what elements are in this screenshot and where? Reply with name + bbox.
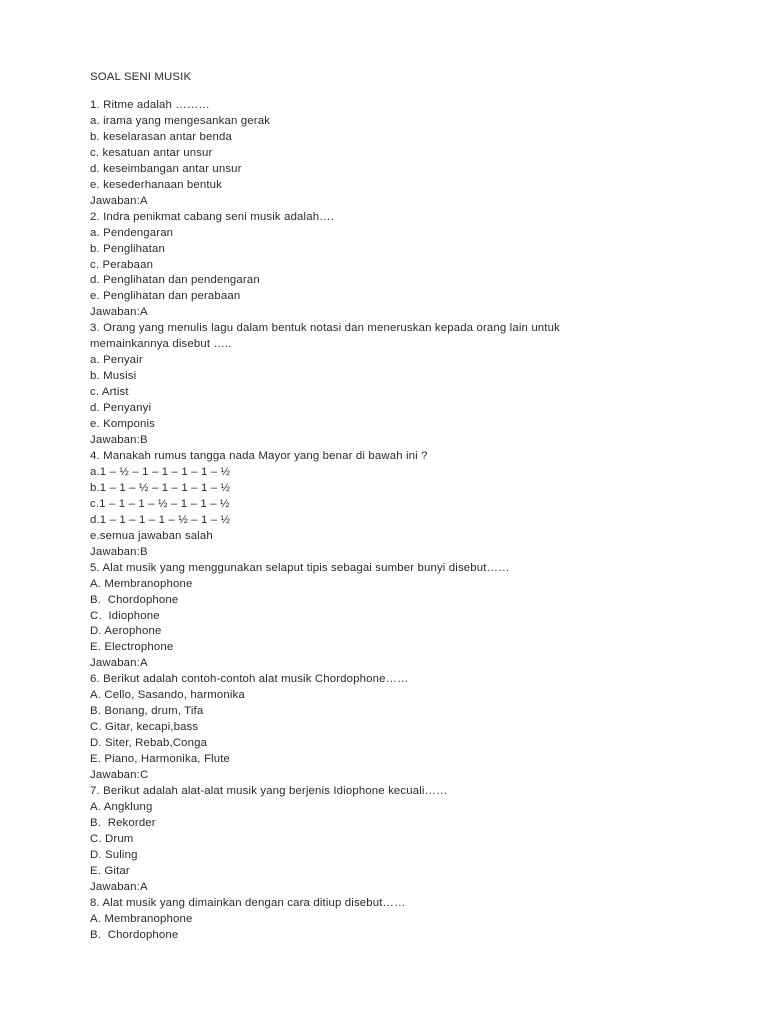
answer-option: A. Cello, Sasando, harmonika: [90, 689, 245, 702]
answer-key: Jawaban:A: [90, 657, 148, 670]
answer-option: A. Angklung: [90, 800, 153, 813]
question-text: 3. Orang yang menulis lagu dalam bentuk notasi dan meneruskan kepada orang lain untuk: [90, 322, 560, 335]
answer-option: B. Bonang, drum, Tifa: [90, 705, 204, 718]
answer-key: Jawaban:A: [90, 194, 148, 207]
answer-option: a. Pendengaran: [90, 226, 174, 239]
answer-option: D. Suling: [90, 848, 138, 861]
question-text: 2. Indra penikmat cabang seni musik adalah….: [90, 210, 335, 223]
document-page: [90, 69, 690, 944]
answer-option: A. Membranophone: [90, 577, 193, 590]
answer-option: C. Idiophone: [90, 609, 160, 622]
answer-option: d. keseimbangan antar unsur: [90, 162, 242, 175]
answer-option: c. Perabaan: [90, 258, 154, 271]
question-text: 5. Alat musik yang menggunakan selaput tipis sebagai sumber bunyi disebut……: [90, 561, 510, 574]
answer-option: d.1 – 1 – 1 – 1 – ½ – 1 – ½: [90, 513, 231, 526]
answer-key: Jawaban:B: [90, 434, 148, 447]
answer-key: Jawaban:B: [90, 545, 148, 558]
question-text: 7. Berikut adalah alat-alat musik yang berjenis Idiophone kecuali……: [90, 784, 448, 797]
question-text: 6. Berikut adalah contoh-contoh alat musik Chordophone……: [90, 673, 409, 686]
answer-option: E. Gitar: [90, 864, 130, 877]
answer-option: d. Penyanyi: [90, 402, 152, 415]
answer-option: e. Penglihatan dan perabaan: [90, 290, 241, 303]
answer-option: B. Chordophone: [90, 593, 179, 606]
answer-option: e.semua jawaban salah: [90, 529, 213, 542]
answer-option: c. kesatuan antar unsur: [90, 146, 213, 159]
answer-option: B. Rekorder: [90, 816, 156, 829]
answer-option: c. Artist: [90, 386, 129, 399]
answer-option: b. Musisi: [90, 370, 137, 383]
answer-option: e. Komponis: [90, 418, 155, 431]
answer-option: c.1 – 1 – 1 – ½ – 1 – 1 – ½: [90, 497, 230, 510]
answer-option: a. irama yang mengesankan gerak: [90, 114, 271, 127]
question-list: [90, 98, 690, 944]
answer-option: e. kesederhanaan bentuk: [90, 178, 223, 191]
answer-option: A. Membranophone: [90, 912, 193, 925]
answer-option: C. Gitar, kecapi,bass: [90, 721, 199, 734]
answer-option: b.1 – 1 – ½ – 1 – 1 – 1 – ½: [90, 481, 231, 494]
answer-key: Jawaban:A: [90, 880, 148, 893]
answer-option: D. Aerophone: [90, 625, 162, 638]
document-title: SOAL SENI MUSIK: [90, 71, 192, 83]
answer-option: a. Penyair: [90, 354, 143, 367]
answer-key: Jawaban:C: [90, 769, 149, 782]
question-text: 1. Ritme adalah ………: [90, 99, 210, 111]
answer-option: E. Electrophone: [90, 641, 174, 654]
answer-key: Jawaban:A: [90, 306, 148, 319]
answer-option: B. Chordophone: [90, 928, 179, 941]
question-text: 4. Manakah rumus tangga nada Mayor yang benar di bawah ini ?: [90, 449, 428, 462]
answer-option: C. Drum: [90, 832, 134, 845]
answer-option: b. Penglihatan: [90, 242, 165, 255]
text-line: memainkannya disebut …..: [90, 338, 232, 351]
answer-option: b. keselarasan antar benda: [90, 130, 232, 143]
answer-option: D. Siter, Rebab,Conga: [90, 737, 208, 750]
answer-option: a.1 – ½ – 1 – 1 – 1 – 1 – ½: [90, 465, 231, 478]
question-text: 8. Alat musik yang dimainkan dengan cara ditiup disebut……: [90, 896, 406, 909]
answer-option: E. Piano, Harmonika, Flute: [90, 753, 231, 766]
answer-option: d. Penglihatan dan pendengaran: [90, 274, 260, 287]
